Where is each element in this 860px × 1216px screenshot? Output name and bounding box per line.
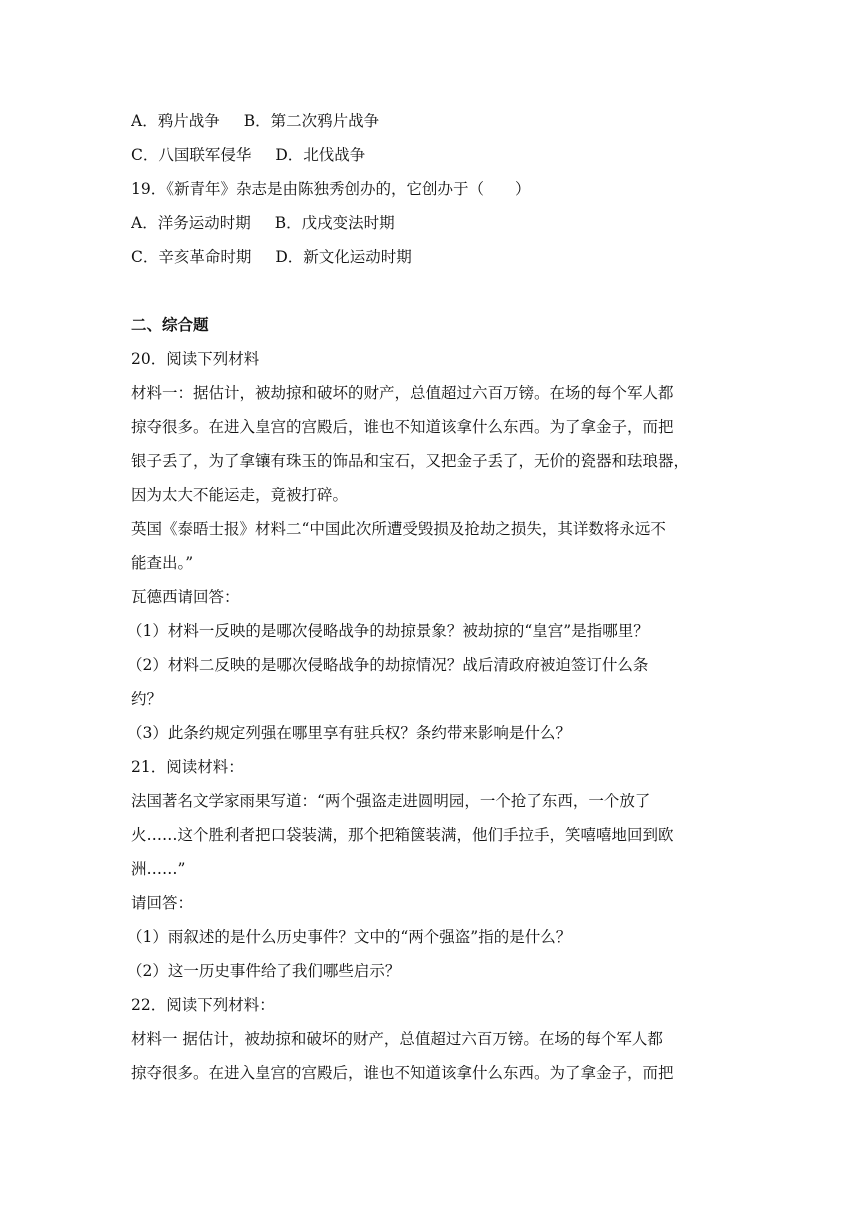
q19-option-a: A．洋务运动时期 — [131, 214, 251, 232]
section-2-heading: 二、综合题 — [131, 316, 209, 334]
q22-stem: 22．阅读下列材料： — [131, 996, 275, 1014]
q20-material1-line: 因为太大不能运走，竟被打碎。 — [131, 486, 349, 504]
q20-material2-line: 能查出。” — [131, 554, 194, 572]
q20-prompt: 瓦德西请回答： — [131, 588, 240, 606]
q20-subquestion: （2）材料二反映的是哪次侵略战争的劫掠情况？战后清政府被迫签订什么条 — [127, 656, 649, 674]
q19-option-c: C．辛亥革命时期 — [131, 248, 252, 266]
q20-material2-line: 英国《泰晤士报》材料二“中国此次所遭受毁损及抢劫之损失，其详数将永远不 — [131, 520, 666, 538]
q21-material-line: 法国著名文学家雨果写道：“两个强盗走进圆明园，一个抢了东西，一个放了 — [131, 792, 651, 810]
q21-material-line: 火……这个胜利者把口袋装满，那个把箱箧装满，他们手拉手，笑嘻嘻地回到欧 — [131, 826, 674, 844]
q19-option-b: B．戊戌变法时期 — [274, 214, 395, 232]
q18-option-c: C．八国联军侵华 — [131, 146, 252, 164]
q19-options-row-2 — [131, 247, 741, 267]
q19-options-row-1 — [131, 213, 741, 233]
q18-option-d: D．北伐战争 — [275, 146, 366, 164]
q18-option-b: B．第二次鸦片战争 — [243, 112, 380, 130]
q20-material1-line: 银子丢了，为了拿镶有珠玉的饰品和宝石，又把金子丢了，无价的瓷器和珐琅器， — [131, 452, 690, 470]
q21-stem: 21．阅读材料： — [131, 758, 244, 776]
q21-subquestion: （1）雨叙述的是什么历史事件？文中的“两个强盗”指的是什么？ — [127, 928, 572, 946]
q18-options-row-1 — [131, 111, 741, 131]
q18-option-a: A．鸦片战争 — [131, 112, 220, 130]
q22-material-line: 掠夺很多。在进入皇宫的宫殿后，谁也不知道该拿什么东西。为了拿金子，而把 — [131, 1064, 674, 1082]
q20-material1-line: 材料一：据估计，被劫掠和破坏的财产，总值超过六百万镑。在场的每个军人都 — [131, 384, 674, 402]
q20-material1-line: 掠夺很多。在进入皇宫的宫殿后，谁也不知道该拿什么东西。为了拿金子，而把 — [131, 418, 674, 436]
q19-stem: 19．《新青年》杂志是由陈独秀创办的，它创办于（ ） — [131, 180, 531, 198]
q19-option-d: D．新文化运动时期 — [275, 248, 412, 266]
q18-options-row-2 — [131, 145, 741, 165]
q22-material-line: 材料一 据估计，被劫掠和破坏的财产，总值超过六百万镑。在场的每个军人都 — [131, 1030, 663, 1048]
q21-prompt: 请回答： — [131, 894, 194, 912]
q20-subquestion: （1）材料一反映的是哪次侵略战争的劫掠景象？被劫掠的“皇宫”是指哪里？ — [127, 622, 649, 640]
q21-subquestion: （2）这一历史事件给了我们哪些启示？ — [127, 962, 401, 980]
q21-material-line: 洲……” — [131, 860, 186, 878]
q20-stem: 20．阅读下列材料 — [131, 350, 260, 368]
q20-subquestion-continued: 约？ — [131, 690, 163, 708]
q20-subquestion: （3）此条约规定列强在哪里享有驻兵权？条约带来影响是什么？ — [127, 724, 571, 742]
